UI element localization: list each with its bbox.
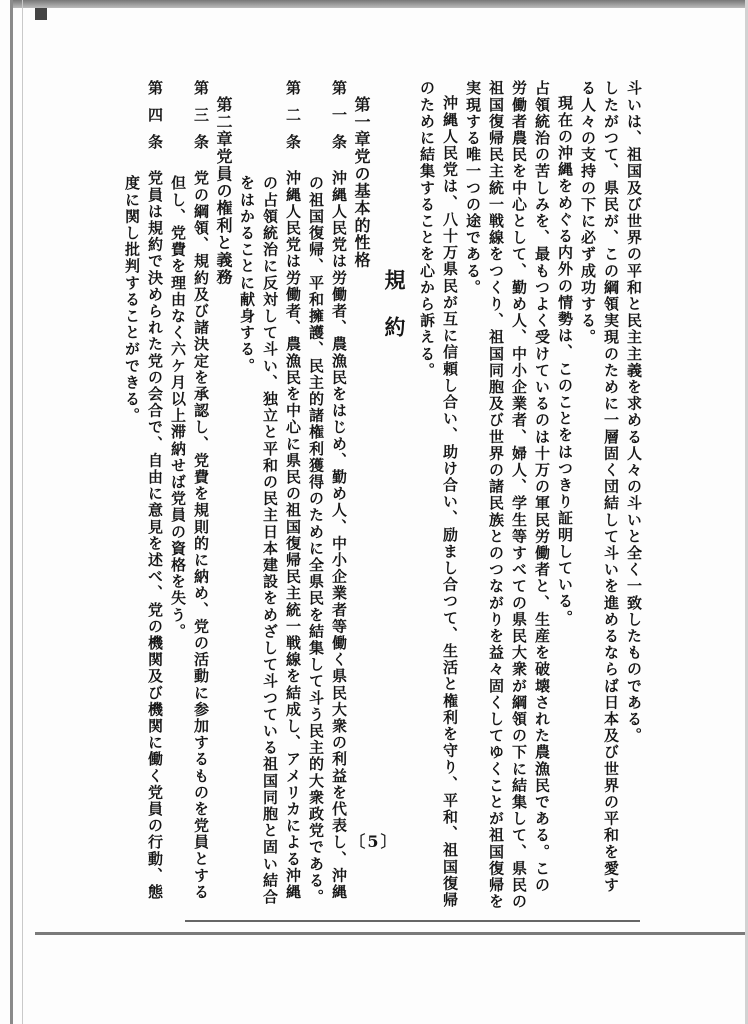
article-1-line-2: の祖国復帰、平和擁護、民主的諸権利獲得のために全県民を結集して斗う民主的大衆政党である。	[307, 174, 325, 905]
article-2-label: 第二条	[284, 80, 302, 161]
article-3-label: 第三条	[192, 80, 210, 161]
preamble-para2-line-1: 現在の沖縄をめぐる内外の情勢は、このことをはつきり証明している。	[556, 95, 574, 627]
preamble-line-3: る人々の支持の下に必ず成功する。	[579, 80, 597, 346]
scan-top-edge	[10, 0, 748, 8]
scan-inner-edge	[22, 0, 23, 1024]
preamble-line-2: したがつて、県民が、この綱領実現のために一層固く団結して斗いを進めるならば日本及び世界の平和を愛す	[602, 80, 620, 894]
article-2	[281, 80, 304, 901]
article-4-line-2: 度に関し批判することができる。	[123, 174, 141, 424]
preamble-para2-line-3: 労働者農民を中心として、勤め人、中小企業者、婦人、学生等すべての県民大衆が綱領の下に結集して、県民の	[510, 80, 528, 910]
corner-mark	[35, 8, 47, 20]
scan-left-edge	[10, 0, 13, 1024]
preamble-para3-line-2: のために結集することを心から訴える。	[418, 80, 436, 379]
chapter-1-label: 第一章	[352, 96, 371, 148]
chapter-1-heading	[350, 96, 373, 840]
fold-line	[35, 932, 745, 935]
article-1	[327, 80, 350, 901]
chapter-2-heading	[212, 96, 235, 840]
article-3	[189, 80, 212, 901]
chapter-2-label: 第二章	[214, 96, 233, 148]
chapter-1-title: 党の基本的性格	[352, 147, 371, 269]
section-title: 規約	[382, 269, 407, 363]
article-3-line-1: 党の綱領、規約及び諸決定を承認し、党費を規則的に納め、党の活動に参加するものを党員とする	[192, 170, 210, 901]
article-4-label: 第四条	[146, 80, 164, 161]
chapter-2-title: 党員の権利と義務	[214, 147, 233, 286]
article-2-line-2: の占領統治に反対して斗い、独立と平和の民主日本建設をめざして斗つている祖国同胞と固い結合	[261, 174, 279, 905]
preamble-line-1: 斗いは、祖国及び世界の平和と民主主義を求める人々の斗いと全く一致したものである。	[625, 80, 643, 744]
document-body	[100, 80, 645, 910]
article-1-label: 第一条	[330, 80, 348, 161]
preamble-para3-line-1: 沖縄人民党は、八十万県民が互に信頼し合い、助け合い、励まし合つて、生活と権利を守り、平和、祖国復帰	[441, 95, 459, 909]
article-4-line-1: 党員は規約で決められた党の会合で、自由に意見を述べ、党の機関及び機関に働く党員の行動、態	[146, 170, 164, 901]
bottom-rule	[185, 920, 640, 922]
page-number: 〔5〕	[349, 832, 399, 851]
preamble-para2-line-2: 占領統治の苦しみを、最もつよく受けているのは十万の軍民労働者と、生産を破壊された農漁民である。この	[533, 80, 551, 894]
article-1-line-1: 沖縄人民党は労働者、農漁民をはじめ、勤め人、中小企業者等働く県民大衆の利益を代表し、沖縄	[330, 170, 348, 901]
article-2-line-3: をはかることに献身する。	[238, 174, 256, 374]
article-2-line-1: 沖縄人民党は労働者、農漁民を中心に県民の祖国復帰民主統一戦線を結成し、アメリカによる沖縄	[284, 170, 302, 901]
article-3-line-2: 但し、党費を理由なく六ケ月以上滞納せば党員の資格を失う。	[169, 174, 187, 640]
article-4	[143, 80, 166, 901]
preamble-para2-line-4: 祖国復帰民主統一戦線をつくり、祖国同胞及び世界の諸民族とのつながりを益々固くしてゆくことが祖国復帰を	[487, 80, 505, 910]
preamble-para2-line-5: 実現する唯一つの途である。	[464, 80, 482, 296]
